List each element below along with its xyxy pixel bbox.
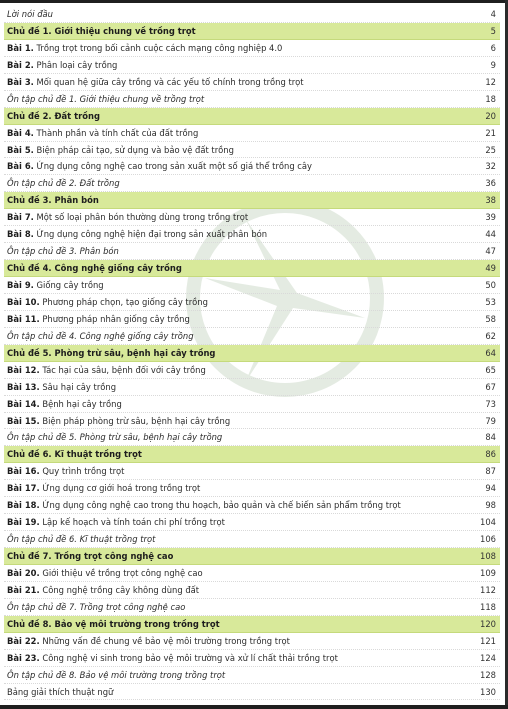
toc-chapter-row[interactable] — [4, 260, 500, 277]
lesson-title: Phân loại cây trồng — [36, 59, 118, 70]
toc-chapter-row[interactable] — [4, 548, 500, 565]
toc-entry-title — [7, 413, 230, 430]
toc-entry-title — [7, 158, 312, 175]
toc-entry-title: Ôn tập chủ đề 8. Bảo vệ môi trường trong trồng trọt — [7, 669, 226, 680]
toc-entry-row[interactable] — [4, 74, 500, 91]
toc-entry-title: Chủ đề 1. Giới thiệu chung về trồng trọt — [7, 25, 196, 36]
toc-page-number: 130 — [480, 686, 496, 697]
lesson-title: Ứng dụng công nghệ cao trong sản xuất một số giá thể trồng cây — [36, 161, 312, 172]
toc-entry-title — [7, 125, 198, 142]
toc-page-number: 62 — [485, 330, 496, 341]
lesson-number: Bài 5. — [7, 144, 34, 155]
lesson-number: Bài 8. — [7, 229, 34, 240]
toc-page-number: 112 — [480, 584, 496, 595]
toc-entry-title: Chủ đề 4. Công nghệ giống cây trồng — [7, 263, 182, 274]
lesson-number: Bài 15. — [7, 415, 40, 426]
lesson-number: Bài 3. — [7, 76, 34, 87]
toc-entry-row[interactable] — [4, 311, 500, 328]
toc-page-number: 64 — [485, 347, 496, 358]
toc-page-number: 128 — [480, 669, 496, 680]
toc-entry-row[interactable] — [4, 175, 500, 192]
toc-entry-row[interactable] — [4, 379, 500, 396]
toc-chapter-row[interactable] — [4, 23, 500, 40]
lesson-number: Bài 16. — [7, 466, 40, 477]
lesson-title: Mối quan hệ giữa cây trồng và các yếu tố chính trong trồng trọt — [36, 76, 304, 87]
toc-entry-title — [7, 226, 267, 243]
toc-entry-row[interactable] — [4, 396, 500, 413]
lesson-number: Bài 20. — [7, 567, 40, 578]
toc-page-number: 4 — [490, 9, 496, 19]
toc-page-number: 6 — [490, 42, 496, 53]
toc-page-number: 47 — [485, 246, 496, 257]
lesson-title: Phương pháp chọn, tạo giống cây trồng — [42, 296, 208, 307]
lesson-title: Quy trình trồng trọt — [42, 466, 125, 477]
top-border — [0, 0, 508, 3]
toc-page-number: 38 — [485, 195, 496, 206]
toc-chapter-row[interactable] — [4, 446, 500, 463]
toc-page-number: 108 — [480, 551, 496, 561]
toc-entry-row[interactable] — [4, 209, 500, 226]
toc-entry-title — [7, 74, 304, 91]
toc-page-number: 39 — [485, 212, 496, 223]
toc-page-number: 79 — [485, 415, 496, 426]
toc-entry-title: Chủ đề 2. Đất trồng — [7, 110, 100, 121]
toc-page-number: 104 — [480, 517, 496, 528]
lesson-number: Bài 11. — [7, 313, 40, 324]
toc-page-number: 86 — [485, 449, 496, 460]
lesson-title: Sâu hại cây trồng — [42, 381, 117, 392]
toc-entry-title: Ôn tập chủ đề 1. Giới thiệu chung về trồng trọt — [7, 93, 205, 104]
lesson-number: Bài 1. — [7, 42, 34, 53]
toc-entry-row[interactable] — [4, 480, 500, 497]
toc-page-number: 84 — [485, 432, 496, 443]
toc-entry-row[interactable] — [4, 125, 500, 142]
toc-entry-title: Chủ đề 8. Bảo vệ môi trường trong trồng trọt — [7, 618, 220, 629]
lesson-number: Bài 9. — [7, 280, 34, 290]
toc-entry-title — [7, 565, 203, 582]
lesson-title: Ứng dụng cơ giới hoá trong trồng trọt — [42, 483, 201, 494]
toc-page-number: 9 — [490, 59, 496, 70]
bottom-border — [0, 705, 508, 709]
toc-entry-row[interactable] — [4, 57, 500, 74]
toc-entry-title — [7, 209, 248, 226]
lesson-title: Phương pháp nhân giống cây trồng — [42, 313, 190, 324]
toc-entry-title: Chủ đề 6. Kĩ thuật trồng trọt — [7, 449, 142, 460]
toc-page-number: 87 — [485, 466, 496, 477]
lesson-number: Bài 14. — [7, 398, 40, 409]
toc-entry-title: Ôn tập chủ đề 6. Kĩ thuật trồng trọt — [7, 534, 156, 545]
toc-entry-title — [7, 497, 401, 514]
toc-entry-title — [7, 396, 122, 413]
toc-entry-row[interactable] — [4, 328, 500, 345]
toc-page-number: 65 — [485, 364, 496, 375]
toc-page-number: 44 — [485, 229, 496, 240]
lesson-number: Bài 6. — [7, 161, 34, 172]
toc-entry-title — [7, 311, 190, 328]
toc-page-number: 21 — [485, 127, 496, 138]
toc-entry-row[interactable] — [4, 599, 500, 616]
lesson-title: Một số loại phân bón thường dùng trong trồng trọt — [36, 212, 249, 223]
lesson-title: Giống cây trồng — [36, 280, 104, 290]
toc-entry-title — [7, 362, 206, 379]
toc-page-number: 20 — [485, 110, 496, 121]
toc-entry-title — [7, 633, 290, 650]
lesson-title: Công nghệ vi sinh trong bảo vệ môi trường và xử lí chất thải trồng trọt — [42, 652, 338, 663]
lesson-number: Bài 12. — [7, 364, 40, 375]
toc-entry-row[interactable] — [4, 6, 500, 23]
toc-entry-row[interactable] — [4, 158, 500, 175]
toc-entry-row[interactable] — [4, 531, 500, 548]
lesson-number: Bài 17. — [7, 483, 40, 494]
toc-page-number: 58 — [485, 313, 496, 324]
toc-entry-row[interactable] — [4, 514, 500, 531]
toc-entry-title: Bảng giải thích thuật ngữ — [7, 686, 114, 697]
toc-entry-row[interactable] — [4, 582, 500, 599]
toc-entry-title: Chủ đề 3. Phân bón — [7, 195, 99, 206]
toc-page-number: 121 — [480, 635, 496, 646]
lesson-number: Bài 22. — [7, 635, 40, 646]
lesson-number: Bài 10. — [7, 296, 40, 307]
toc-page-number: 124 — [480, 652, 496, 663]
lesson-title: Biện pháp cải tạo, sử dụng và bảo vệ đất trồng — [36, 144, 234, 155]
toc-page-number: 5 — [490, 25, 496, 36]
toc-chapter-row[interactable] — [4, 616, 500, 633]
toc-entry-row[interactable] — [4, 667, 500, 684]
lesson-title: Ứng dụng công nghệ hiện đại trong sản xuất phân bón — [36, 229, 268, 240]
toc-entry-row[interactable] — [4, 91, 500, 108]
lesson-title: Tác hại của sâu, bệnh đối với cây trồng — [42, 364, 206, 375]
toc-entry-title — [7, 142, 234, 159]
toc-entry-row[interactable] — [4, 226, 500, 243]
toc-entry-title — [7, 57, 117, 74]
lesson-title: Lập kế hoạch và tính toán chi phí trồng trọt — [42, 517, 225, 528]
toc-entry-title — [7, 480, 200, 497]
toc-entry-title — [7, 650, 338, 667]
toc-page-number: 98 — [485, 500, 496, 511]
toc-entry-row[interactable] — [4, 142, 500, 159]
toc-page-number: 12 — [485, 76, 496, 87]
lesson-title: Thành phần và tính chất của đất trồng — [36, 127, 199, 138]
lesson-number: Bài 18. — [7, 500, 40, 511]
toc-chapter-row[interactable] — [4, 108, 500, 125]
toc-page-number: 67 — [485, 381, 496, 392]
toc-entry-title: Ôn tập chủ đề 3. Phân bón — [7, 246, 119, 257]
toc-entry-title: Chủ đề 5. Phòng trừ sâu, bệnh hại cây trồng — [7, 347, 216, 358]
lesson-number: Bài 4. — [7, 127, 34, 138]
toc-page-number: 25 — [485, 144, 496, 155]
toc-page-number: 73 — [485, 398, 496, 409]
toc-entry-title: Ôn tập chủ đề 5. Phòng trừ sâu, bệnh hại cây trồng — [7, 432, 223, 443]
toc-entry-title: Chủ đề 7. Trồng trọt công nghệ cao — [7, 551, 174, 561]
toc-page-number: 109 — [480, 567, 496, 578]
lesson-number: Bài 2. — [7, 59, 34, 70]
toc-entry-title — [7, 379, 116, 396]
lesson-title: Trồng trọt trong bối cảnh cuộc cách mạng công nghiệp 4.0 — [36, 42, 283, 53]
lesson-number: Bài 13. — [7, 381, 40, 392]
lesson-title: Công nghệ trồng cây không dùng đất — [42, 584, 200, 595]
toc-entry-row[interactable] — [4, 362, 500, 379]
toc-entry-row[interactable] — [4, 277, 500, 294]
toc-entry-title: Ôn tập chủ đề 2. Đất trồng — [7, 178, 120, 189]
toc-page-number: 94 — [485, 483, 496, 494]
toc-entry-row[interactable] — [4, 565, 500, 582]
toc-entry-title — [7, 294, 208, 311]
toc-entry-row[interactable] — [4, 650, 500, 667]
toc-entry-row[interactable] — [4, 633, 500, 650]
toc-page-number: 120 — [480, 618, 496, 629]
toc-entry-row[interactable] — [4, 463, 500, 480]
toc-entry-title: Ôn tập chủ đề 4. Công nghệ giống cây trồng — [7, 330, 194, 341]
lesson-title: Giới thiệu về trồng trọt công nghệ cao — [42, 567, 203, 578]
toc-page-number: 18 — [485, 93, 496, 104]
toc-entry-row[interactable] — [4, 294, 500, 311]
toc-entry-title — [7, 463, 124, 480]
toc-page-number: 53 — [485, 296, 496, 307]
toc-page-number: 118 — [480, 601, 496, 612]
lesson-number: Bài 21. — [7, 584, 40, 595]
toc-entry-row[interactable] — [4, 243, 500, 260]
toc-entry-title: Ôn tập chủ đề 7. Trồng trọt công nghệ cao — [7, 601, 186, 612]
toc-entry-row[interactable] — [4, 413, 500, 430]
toc-page-number: 32 — [485, 161, 496, 172]
toc-chapter-row[interactable] — [4, 345, 500, 362]
toc-page-number: 106 — [480, 534, 496, 545]
lesson-title: Biện pháp phòng trừ sâu, bệnh hại cây trồng — [42, 415, 231, 426]
toc-chapter-row[interactable] — [4, 192, 500, 209]
toc-page-number: 50 — [485, 280, 496, 290]
toc-entry-title — [7, 277, 104, 294]
lesson-title: Ứng dụng công nghệ cao trong thu hoạch, bảo quản và chế biến sản phẩm trồng trọt — [42, 500, 401, 511]
table-of-contents — [4, 6, 500, 700]
toc-entry-title — [7, 582, 199, 599]
lesson-number: Bài 23. — [7, 652, 40, 663]
lesson-number: Bài 7. — [7, 212, 34, 223]
lesson-title: Những vấn đề chung về bảo vệ môi trường trong trồng trọt — [42, 635, 290, 646]
toc-entry-row[interactable] — [4, 497, 500, 514]
lesson-number: Bài 19. — [7, 517, 40, 528]
toc-entry-title — [7, 514, 225, 531]
toc-entry-title — [7, 40, 282, 57]
toc-entry-row[interactable] — [4, 684, 500, 701]
toc-entry-row[interactable] — [4, 429, 500, 446]
toc-page-number: 49 — [485, 263, 496, 274]
lesson-title: Bệnh hại cây trồng — [42, 398, 122, 409]
toc-page-number: 36 — [485, 178, 496, 189]
toc-entry-row[interactable] — [4, 40, 500, 57]
toc-entry-title: Lời nói đầu — [7, 9, 53, 19]
